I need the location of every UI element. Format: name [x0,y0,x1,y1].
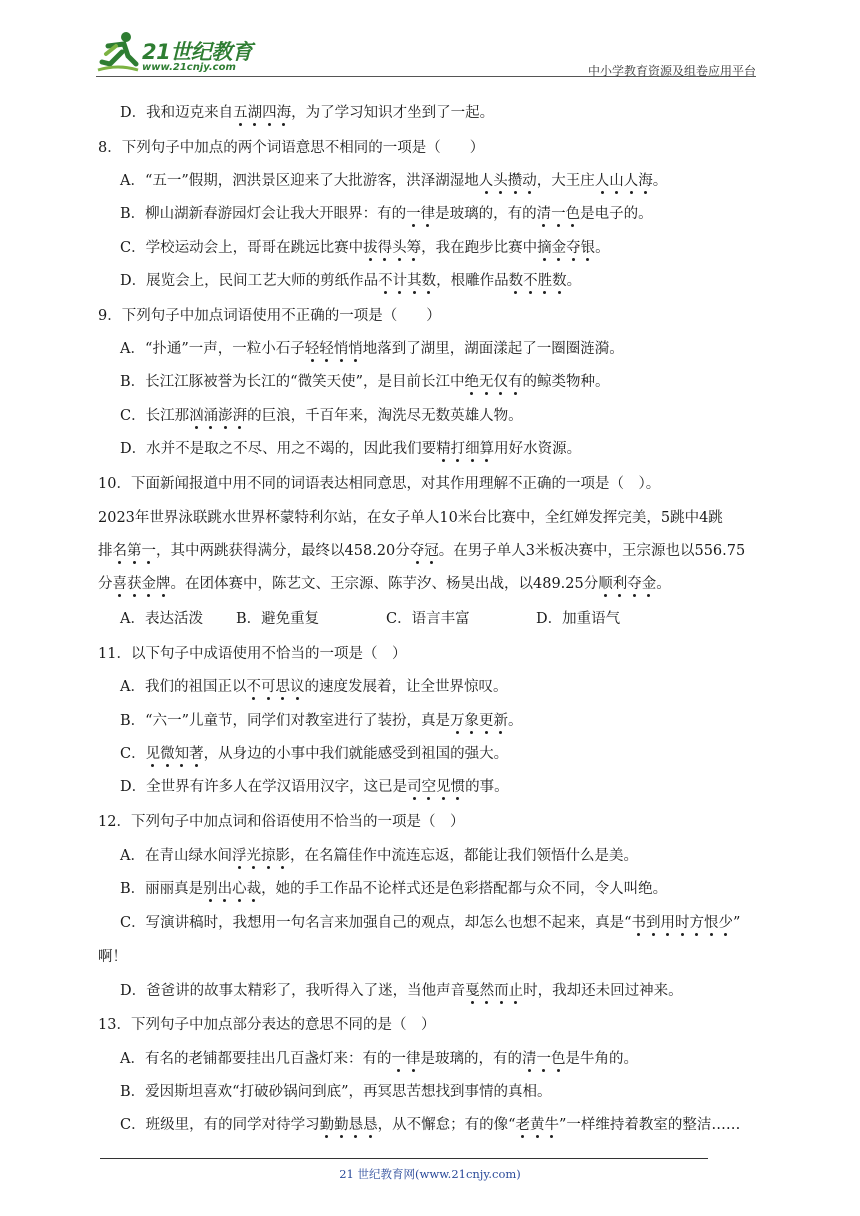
text-line [120,744,508,764]
emphasis-char: 万 [449,713,465,729]
emphasis-char: 浮 [231,848,247,864]
emphasis-char: 五 [233,105,248,121]
emphasis-char: 澎 [218,408,233,424]
text-run: B．柳山湖新春游园灯会让我大开眼界：有的 [120,206,407,222]
dotted-term [305,341,363,357]
emphasis-char: 影 [275,848,290,864]
footer-divider [100,1158,708,1159]
text-run: 的事。 [465,779,509,795]
text-run: A．在青山绿水间 [120,848,232,864]
dotted-term [509,273,567,289]
emphasis-char: 律 [420,206,436,222]
dotted-term [537,240,595,256]
text-line [98,574,671,594]
emphasis-char: 计 [392,273,408,289]
dotted-term [363,240,421,256]
emphasis-char: 打 [450,441,466,457]
text-run: 的速度发展着，让全世界惊叹。 [304,679,508,695]
text-run: C．长江那 [120,408,190,424]
text-run: 12．下列句子中加点词和俗语使用不恰当的一项是（ ） [98,814,465,830]
dotted-term [113,543,157,559]
emphasis-char: 一 [391,1051,406,1067]
text-run: 是牛角的。 [565,1051,638,1067]
text-run: 10．下面新闻报道中用不同的词语表达相同意思，对其作用理解不正确的一项是（ ）。 [98,476,661,492]
text-run: 9．下列句子中加点词语使用不正确的一项是（ ） [98,308,441,324]
text-line [120,846,638,866]
emphasis-char: 头 [493,173,508,189]
text-run: 时，我却还未回过神来。 [523,983,683,999]
emphasis-char: 律 [405,1051,421,1067]
text-run: 地落到了湖里，湖面漾起了一圈圈涟漪。 [362,341,624,357]
text-run: 8．下列句子中加点的两个词语意思不相同的一项是（ ） [98,140,485,156]
emphasis-char: 四 [262,105,277,121]
emphasis-char: 银 [580,240,596,256]
emphasis-char: 清 [521,1051,537,1067]
text-run: 是玻璃的，有的 [420,1051,522,1067]
text-run: D．水并不是取之不尽、用之不竭的，因此我们要 [120,441,437,457]
answer-option: A．表达活泼 [120,611,203,627]
dotted-term [406,206,435,222]
dotted-term [407,779,465,795]
text-line [98,1015,435,1035]
text-run: ，从不懈怠；有的像“ [377,1117,516,1133]
emphasis-char: 裁 [246,881,262,897]
logo-url: www.21cnjy.com [142,62,236,73]
text-line [120,913,740,933]
emphasis-char: 有 [507,374,523,390]
emphasis-char: 不 [523,273,538,289]
text-run: D．我和迈克来自 [120,105,234,121]
text-run: 是电子的。 [580,206,653,222]
text-run: ，根雕作品 [436,273,509,289]
emphasis-char: 出 [217,881,233,897]
emphasis-char: 悄 [333,341,349,357]
text-line [120,777,509,797]
site-logo [96,30,266,78]
text-run: A．我们的祖国正以 [120,679,247,695]
text-line [120,1115,740,1135]
emphasis-char: 议 [289,679,305,695]
emphasis-char: 书 [631,915,647,931]
text-run: ”一样维持着教室的整洁…… [559,1117,741,1133]
text-line [120,711,522,731]
emphasis-char: 绝 [464,374,479,390]
text-line [98,812,464,832]
text-line [120,171,667,191]
text-run: B．丽丽真是 [120,881,204,897]
emphasis-char: 心 [232,881,247,897]
emphasis-char: 精 [436,441,451,457]
dotted-term [595,173,653,189]
text-run: B．爱因斯坦喜欢“打破砂锅问到底”，再冥思苦想找到事情的真相。 [120,1084,552,1100]
text-run: A．“扑通”一声，一粒小石子 [120,341,305,357]
text-run: 。 [566,273,582,289]
emphasis-char: 恳 [348,1117,364,1133]
text-run: 的巨浪，千百年来，淘洗尽无数英雄人物。 [247,408,523,424]
text-line [98,947,127,967]
emphasis-char: 别 [203,881,218,897]
dotted-term [113,576,171,592]
emphasis-char: 轻 [304,341,320,357]
text-run: D．展览会上，民间工艺大师的剪纸作品 [120,273,379,289]
text-run: 用好水资源。 [494,441,582,457]
platform-name: 中小学教育资源及组卷应用平台 [587,64,756,78]
emphasis-char: 少 [718,915,734,931]
emphasis-char: 不 [246,679,261,695]
emphasis-char: 而 [494,983,509,999]
emphasis-char: 人 [623,173,639,189]
text-line [98,541,745,561]
dotted-term [146,746,204,762]
emphasis-char: 仅 [493,374,508,390]
emphasis-char: 数 [552,273,567,289]
text-line [120,1049,638,1069]
emphasis-char: 著 [189,746,204,762]
emphasis-char: 思 [275,679,290,695]
emphasis-char: 一 [406,206,421,222]
emphasis-char: 攒 [507,173,523,189]
text-run: 。在团体赛中，陈艺文、王宗源、陈芋汐、杨昊出战，以489.25分 [170,576,599,592]
emphasis-char: 老 [515,1117,531,1133]
text-line [120,677,507,697]
text-run: ” [733,915,741,931]
emphasis-char: 算 [479,441,495,457]
text-run: C．写演讲稿时，我想用一句名言来加强自己的观点，却怎么也想不起来，真是“ [120,915,632,931]
text-run: 。 [656,576,671,592]
emphasis-char: 更 [478,713,494,729]
emphasis-char: 金 [551,240,567,256]
emphasis-char: 湃 [232,408,248,424]
text-line [120,879,667,899]
page-header [96,30,756,82]
emphasis-char: 细 [465,441,480,457]
text-run: 2023年世界泳联跳水世界杯蒙特利尔站，在女子单人10米台比赛中，全红婵发挥完美，5跳中4跳 [98,510,723,526]
emphasis-char: 金 [141,576,156,592]
dotted-term [522,1051,566,1067]
text-run: 排 [98,543,113,559]
emphasis-char: 牌 [156,576,171,592]
emphasis-char: 恨 [704,915,719,931]
text-line [98,138,484,158]
emphasis-char: 喜 [112,576,127,592]
emphasis-char: 海 [276,105,292,121]
emphasis-char: 方 [689,915,705,931]
dotted-term [320,1117,378,1133]
dotted-term [537,206,581,222]
answer-option: B．避免重复 [236,611,320,627]
header-divider [96,76,756,77]
emphasis-char: 胜 [537,273,553,289]
emphasis-char: 象 [464,713,479,729]
emphasis-char: 新 [493,713,508,729]
emphasis-char: 惯 [450,779,466,795]
emphasis-char: 夺 [627,576,642,592]
dotted-term [465,983,523,999]
dotted-term [632,915,734,931]
dotted-term [479,173,537,189]
emphasis-char: 摘 [537,240,552,256]
text-line [120,981,683,1001]
text-run: A．“五一”假期，泗洪景区迎来了大批游客，洪泽湖湿地 [120,173,479,189]
text-run: 。在男子单人3米板决赛中，王宗源也以556.75 [438,543,746,559]
text-line [120,339,624,359]
text-run: 。 [652,173,668,189]
answer-option: D．加重语气 [536,611,621,627]
text-run: C．学校运动会上，哥哥在跳远比赛中 [120,240,364,256]
emphasis-char: 时 [675,915,690,931]
emphasis-char: 一 [141,543,156,559]
text-run: D．全世界有许多人在学汉语用汉字，这已是 [120,779,408,795]
dotted-term [233,105,291,121]
text-run: B．“六一”儿童节，同学们对教室进行了装扮，真是 [120,713,450,729]
runner-logo-icon [96,30,140,76]
text-line [98,508,723,528]
dotted-term [391,1051,420,1067]
text-line [98,644,406,664]
dotted-term [246,679,304,695]
text-run: 是玻璃的，有的 [435,206,537,222]
text-line [120,271,581,291]
logo-title: 21世纪教育 [142,40,253,64]
emphasis-char: 人 [478,173,494,189]
text-run: ，大王庄 [536,173,595,189]
emphasis-char: 涌 [203,408,219,424]
text-run: D．爸爸讲的故事太精彩了，我听得入了迷，当他声音 [120,983,466,999]
emphasis-char: 知 [174,746,190,762]
text-line [98,306,441,326]
text-run: ，为了学习知识才坐到了一起。 [291,105,495,121]
emphasis-char: 戛 [465,983,480,999]
dotted-term [450,713,508,729]
page-footer: 21 世纪教育网(www.21cnjy.com) [339,1167,521,1181]
text-run: 分 [98,576,113,592]
emphasis-char: 数 [421,273,437,289]
emphasis-char: 黄 [530,1117,545,1133]
emphasis-char: 夺 [566,240,581,256]
text-run: C．班级里，有的同学对待学习 [120,1117,320,1133]
dotted-term [232,848,290,864]
text-run: ，其中两跳获得满分，最终以458.20分 [156,543,410,559]
emphasis-char: 见 [145,746,161,762]
emphasis-char: 获 [127,576,142,592]
emphasis-char: 冠 [424,543,439,559]
emphasis-char: 色 [565,206,581,222]
text-run: ，我在跑步比赛中 [421,240,538,256]
emphasis-char: 第 [127,543,142,559]
emphasis-char: 见 [436,779,451,795]
text-run: ，在名篇佳作中流连忘返，都能让我们领悟什么是美。 [289,848,638,864]
emphasis-char: 光 [246,848,261,864]
emphasis-char: 拔 [363,240,378,256]
text-line [120,238,610,258]
emphasis-char: 人 [594,173,610,189]
emphasis-char: 夺 [409,543,425,559]
emphasis-char: 金 [641,576,657,592]
emphasis-char: 其 [407,273,422,289]
emphasis-char: 用 [660,915,676,931]
dotted-term [378,273,436,289]
emphasis-char: 勤 [334,1117,349,1133]
text-run: ，她的手工作品不论样式还是色彩搭配都与众不同，令人叫绝。 [261,881,668,897]
emphasis-char: 湖 [247,105,263,121]
emphasis-char: 头 [392,240,407,256]
emphasis-char: 恳 [363,1117,378,1133]
text-run: ，从身边的小事中我们就能感受到祖国的强大。 [203,746,509,762]
dotted-term [464,374,522,390]
emphasis-char: 得 [377,240,393,256]
text-run: 。 [507,713,523,729]
emphasis-char: 掠 [260,848,276,864]
text-run: C． [120,746,146,762]
emphasis-char: 空 [421,779,437,795]
emphasis-char: 山 [609,173,624,189]
emphasis-char: 一 [551,206,566,222]
emphasis-char: 汹 [189,408,204,424]
text-line [120,1082,551,1102]
dotted-term [203,881,261,897]
emphasis-char: 色 [550,1051,566,1067]
text-run: 11．以下句子中成语使用不恰当的一项是（ ） [98,646,407,662]
text-run: 的鲸类物种。 [522,374,610,390]
emphasis-char: 海 [638,173,653,189]
dotted-term [410,543,439,559]
emphasis-char: 止 [508,983,524,999]
emphasis-char: 勤 [319,1117,335,1133]
emphasis-char: 牛 [544,1117,560,1133]
dotted-term [189,408,247,424]
emphasis-char: 微 [160,746,175,762]
emphasis-char: 一 [536,1051,551,1067]
text-line [98,474,660,494]
text-line [120,204,653,224]
emphasis-char: 悄 [348,341,363,357]
text-line [120,439,581,459]
text-line [120,372,609,392]
emphasis-char: 然 [479,983,495,999]
emphasis-char: 数 [508,273,524,289]
emphasis-char: 动 [522,173,537,189]
text-run: A．有名的老铺都要挂出几百盏灯来：有的 [120,1051,392,1067]
emphasis-char: 可 [260,679,276,695]
text-run: B．长江江豚被誉为长江的“微笑天使”，是目前长江中 [120,374,465,390]
text-run: 13．下列句子中加点部分表达的意思不同的是（ ） [98,1017,436,1033]
emphasis-char: 名 [112,543,127,559]
emphasis-char: 无 [478,374,494,390]
text-line [120,103,494,123]
text-run: 。 [595,240,610,256]
emphasis-char: 到 [646,915,661,931]
emphasis-char: 利 [612,576,628,592]
emphasis-char: 顺 [598,576,613,592]
dotted-term [516,1117,560,1133]
text-run: 啊！ [98,949,127,965]
text-line [120,406,523,426]
emphasis-char: 不 [378,273,393,289]
answer-option: C．语言丰富 [386,611,470,627]
dotted-term [598,576,656,592]
emphasis-char: 清 [536,206,552,222]
emphasis-char: 筹 [406,240,422,256]
emphasis-char: 司 [407,779,422,795]
emphasis-char: 轻 [319,341,334,357]
dotted-term [436,441,494,457]
